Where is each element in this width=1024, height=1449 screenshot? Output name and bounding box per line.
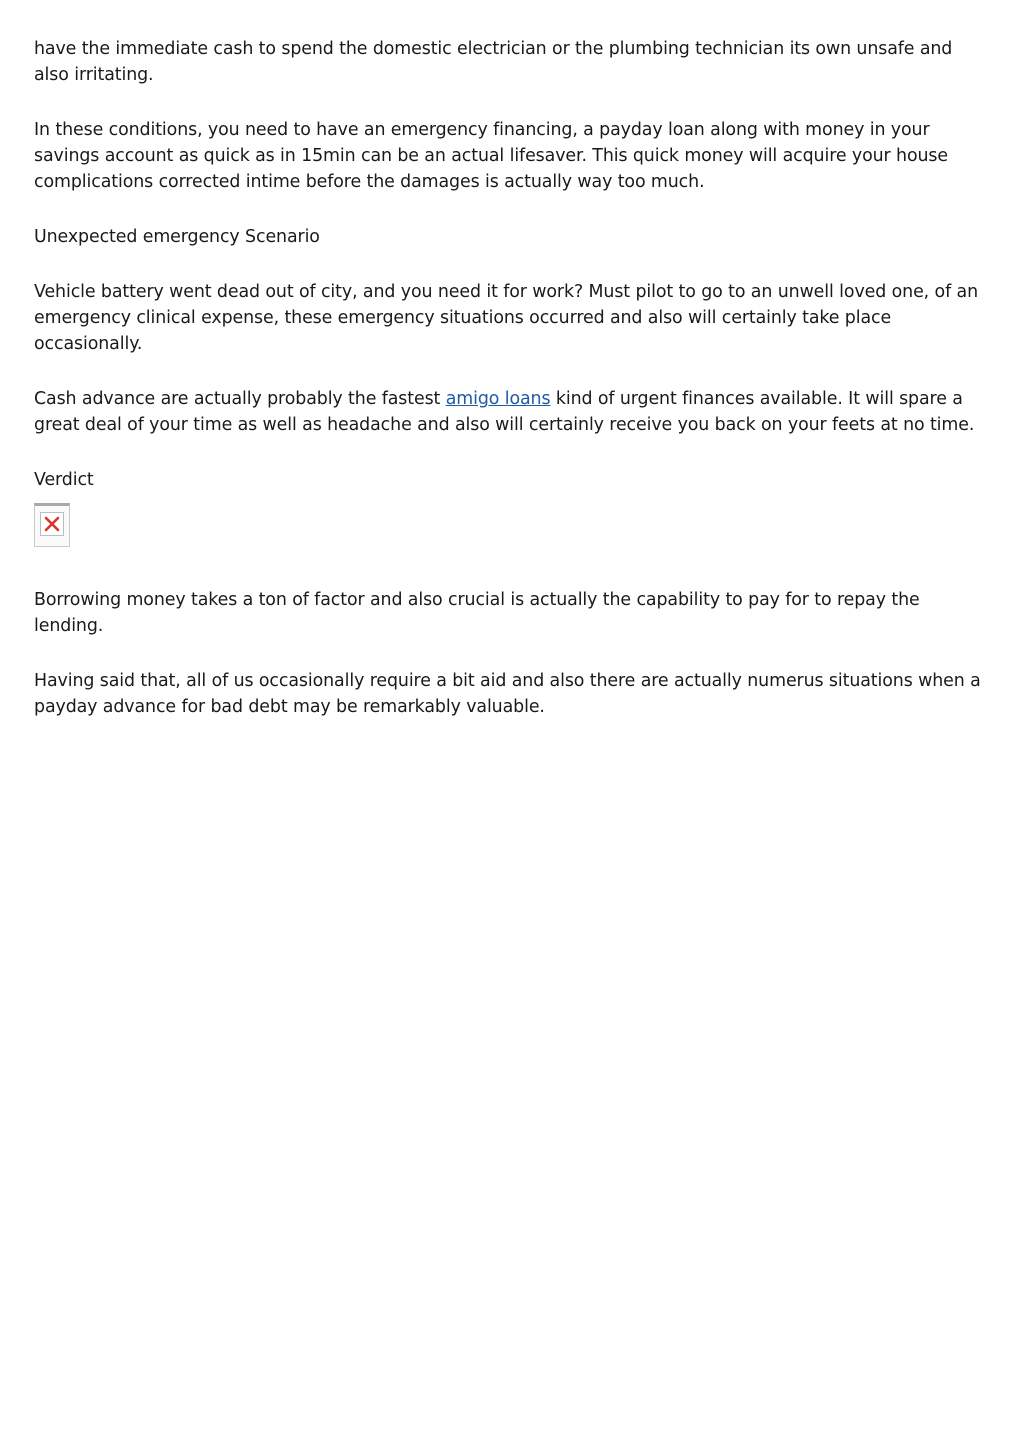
paragraph: In these conditions, you need to have an emergency financing, a payday loan along with money in your savings account as quick as in 15min can be an actual lifesaver. This quick money will acquire your house complications corrected intime before the damages is actually way too much. — [34, 120, 948, 192]
paragraph-text: Cash advance are actually probably the fastest — [34, 389, 446, 409]
paragraph: Vehicle battery went dead out of city, and you need it for work? Must pilot to go to an unwell loved one, of an emergency clinical expense, these emergency situations occurred and also will certainly take place occasionally. — [34, 282, 978, 354]
paragraph: Borrowing money takes a ton of factor and also crucial is actually the capability to pay for to repay the lending. — [34, 590, 920, 636]
article-body — [34, 36, 984, 749]
paragraph-text: kind of urgent finances available. It will spare a great deal of your time as well as headache and also will certainly receive you back on your feets at no time. — [34, 389, 975, 435]
broken-image-frame — [40, 512, 64, 536]
amigo-loans-link[interactable]: amigo loans — [445, 389, 551, 409]
section-heading-emergency: Unexpected emergency Scenario — [34, 227, 320, 247]
paragraph: Having said that, all of us occasionally require a bit aid and also there are actually numerus situations when a payday advance for bad debt may be remarkably valuable. — [34, 671, 981, 717]
section-heading-verdict: Verdict — [34, 470, 94, 490]
broken-image-icon — [34, 503, 70, 547]
close-icon — [44, 516, 60, 532]
paragraph-with-link — [34, 386, 984, 438]
paragraph: have the immediate cash to spend the domestic electrician or the plumbing technician its own unsafe and also irritating. — [34, 39, 953, 85]
